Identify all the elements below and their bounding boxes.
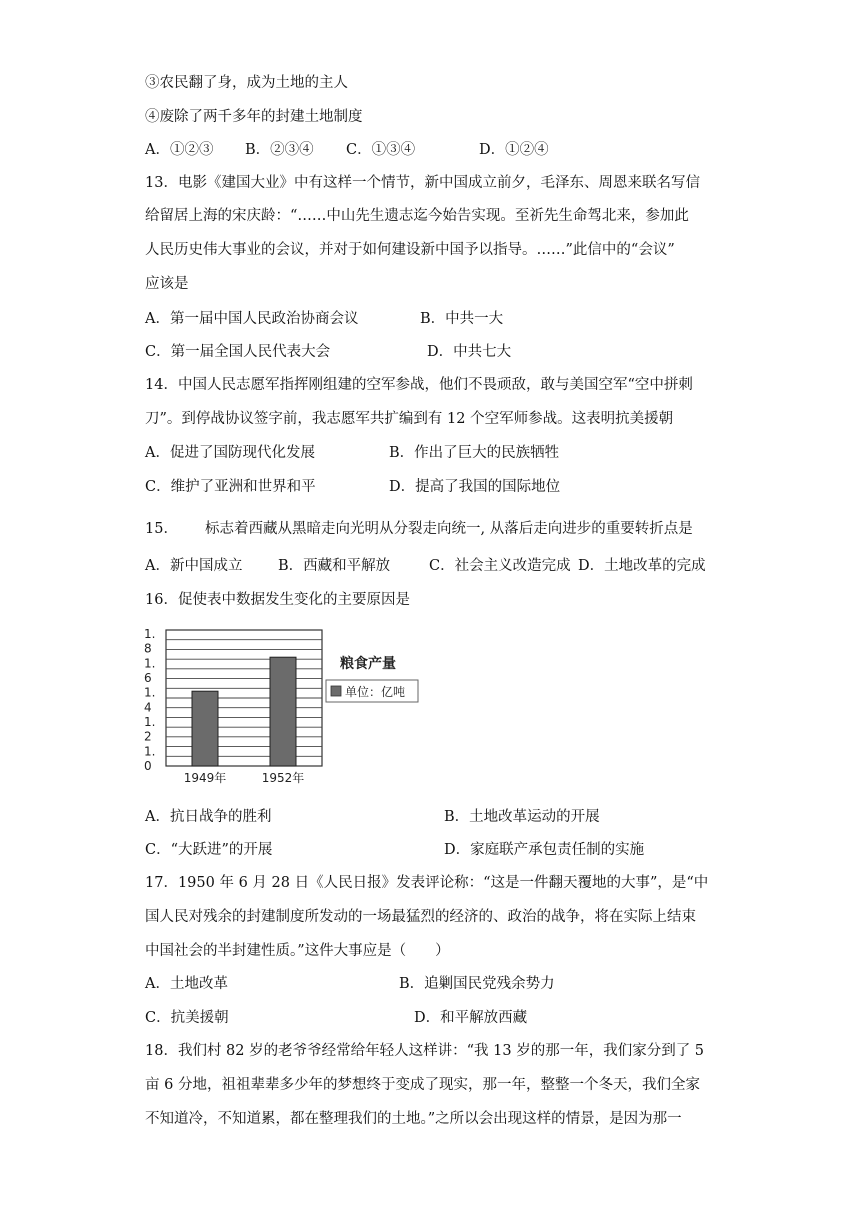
q17-option-d[interactable]: D．和平解放西藏 — [414, 1010, 528, 1026]
q15-option-d[interactable]: D．土地改革的完成 — [578, 558, 706, 574]
y-tick-label: 0 — [144, 759, 152, 773]
y-tick-label: 6 — [144, 671, 152, 685]
legend-swatch — [331, 686, 341, 696]
q17-option-b[interactable]: B．追剿国民党残余势力 — [399, 976, 555, 992]
q16-text: 16．促使表中数据发生变化的主要原因是 — [145, 592, 410, 608]
q15-option-c[interactable]: C．社会主义改造完成 — [429, 558, 571, 574]
q18-text-line: 不知道冷，不知道累，都在整理我们的土地。”之所以会出现这样的情景，是因为那一 — [145, 1111, 682, 1127]
y-tick-label: 8 — [144, 641, 152, 656]
y-tick-label: 1. — [144, 627, 156, 641]
q13-option-d[interactable]: D．中共七大 — [427, 344, 512, 360]
q13-option-b[interactable]: B．中共一大 — [420, 311, 504, 327]
y-tick-label: 1. — [144, 685, 156, 700]
q12-option-d[interactable]: D．①②④ — [479, 142, 549, 158]
q16-option-c[interactable]: C．“大跃进”的开展 — [145, 842, 273, 858]
chart-title: 粮食产量 — [340, 656, 396, 672]
q17-text-line: 17．1950 年 6 月 28 日《人民日报》发表评论称：“这是一件翻天覆地的大事”，是“中 — [145, 875, 709, 891]
q13-text-line: 人民历史伟大事业的会议，并对于如何建设新中国予以指导。……”此信中的“会议” — [145, 242, 675, 258]
bar — [270, 657, 296, 766]
q15-option-b[interactable]: B．西藏和平解放 — [278, 558, 391, 574]
statement-4: ④废除了两千多年的封建土地制度 — [145, 109, 363, 125]
y-tick-label: 1. — [144, 744, 156, 759]
q15-number: 15． — [145, 521, 178, 537]
q17-text-line: 国人民对残余的封建制度所发动的一场最猛烈的经济的、政治的战争，将在实际上结束 — [145, 909, 696, 925]
q17-text-line: 中国社会的半封建性质。”这件大事应是（ ） — [145, 943, 450, 959]
q13-text-line: 应该是 — [145, 276, 189, 292]
q16-option-d[interactable]: D．家庭联产承包责任制的实施 — [444, 842, 645, 858]
y-tick-label: 2 — [144, 729, 152, 744]
q13-text-line: 13．电影《建国大业》中有这样一个情节，新中国成立前夕，毛泽东、周恩来联名写信 — [145, 175, 700, 191]
bar — [192, 691, 218, 766]
q17-option-a[interactable]: A．土地改革 — [145, 976, 228, 992]
grain-output-chart — [140, 620, 430, 790]
q14-text-line: 刀”。到停战协议签字前，我志愿军共扩编到有 12 个空军师参战。这表明抗美援朝 — [145, 411, 674, 427]
q14-option-d[interactable]: D．提高了我国的国际地位 — [389, 479, 561, 495]
chart-grid — [166, 630, 322, 766]
q14-option-c[interactable]: C．维护了亚洲和世界和平 — [145, 479, 316, 495]
q14-option-a[interactable]: A．促进了国防现代化发展 — [145, 445, 315, 461]
statement-3: ③农民翻了身，成为土地的主人 — [145, 75, 348, 91]
q16-option-a[interactable]: A．抗日战争的胜利 — [145, 809, 272, 825]
q13-option-c[interactable]: C．第一届全国人民代表大会 — [145, 344, 331, 360]
q14-option-b[interactable]: B．作出了巨大的民族牺牲 — [389, 445, 560, 461]
q13-text-line: 给留居上海的宋庆龄：“……中山先生遗志迄今始告实现。至祈先生命驾北来，参加此 — [145, 208, 689, 224]
q12-option-b[interactable]: B．②③④ — [245, 142, 314, 158]
x-tick-label: 1949年 — [183, 771, 227, 785]
y-tick-label: 4 — [144, 700, 152, 715]
q12-option-c[interactable]: C．①③④ — [346, 142, 416, 158]
q15-text: 标志着西藏从黑暗走向光明从分裂走向统一, 从落后走向进步的重要转折点是 — [205, 521, 693, 537]
q12-option-a[interactable]: A．①②③ — [145, 142, 214, 158]
y-tick-label: 1. — [144, 715, 156, 729]
q18-text-line: 亩 6 分地，祖祖辈辈多少年的梦想终于变成了现实，那一年，整整一个冬天，我们全家 — [145, 1077, 700, 1093]
q16-option-b[interactable]: B．土地改革运动的开展 — [444, 809, 600, 825]
legend-label: 单位：亿吨 — [345, 685, 406, 699]
q15-option-a[interactable]: A．新中国成立 — [145, 558, 243, 574]
y-tick-label: 1. — [144, 656, 156, 671]
q18-text-line: 18．我们村 82 岁的老爷爷经常给年轻人这样讲：“我 13 岁的那一年，我们家分到了 5 — [145, 1043, 705, 1059]
q17-option-c[interactable]: C．抗美援朝 — [145, 1010, 229, 1026]
q14-text-line: 14．中国人民志愿军指挥刚组建的空军参战，他们不畏顽敌，敢与美国空军“空中拼刺 — [145, 377, 693, 393]
q13-option-a[interactable]: A．第一届中国人民政治协商会议 — [145, 311, 359, 327]
x-tick-label: 1952年 — [261, 771, 305, 785]
